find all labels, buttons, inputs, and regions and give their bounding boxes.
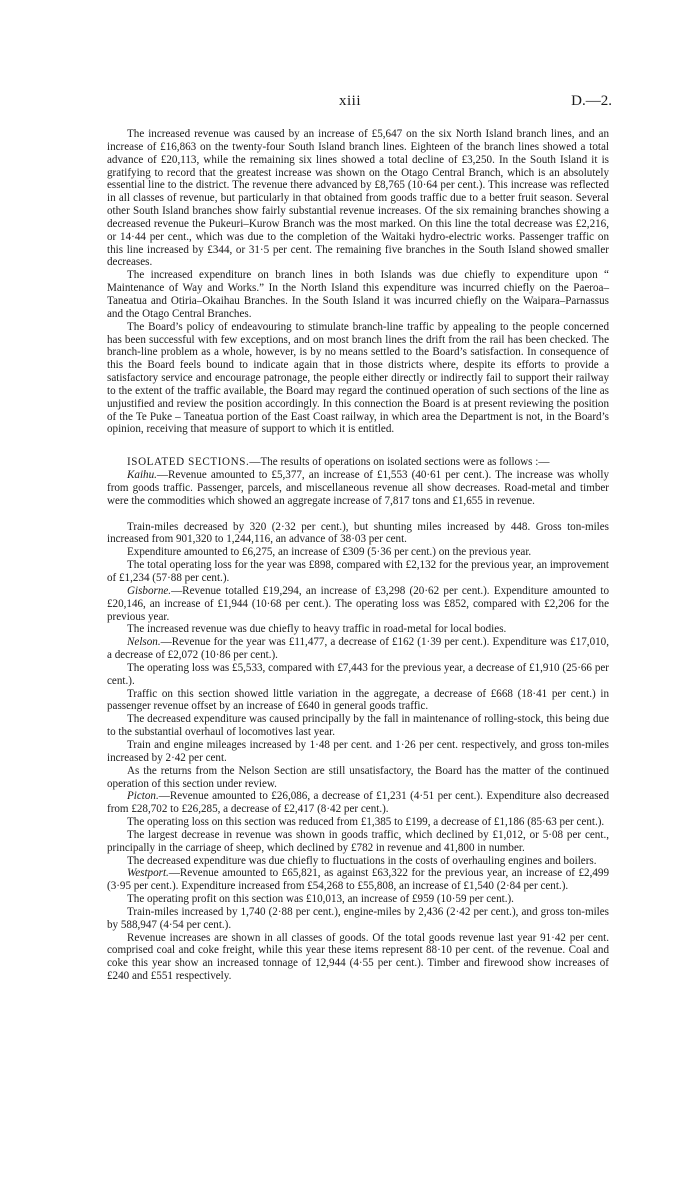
picton-title: Picton. xyxy=(127,790,159,803)
westport-text: —Revenue amounted to £65,821, as against £63,322 for the previous year, an increase of £2,499 (3·95 per cent.). Expenditure increased from £54,268 to £55,808, an increase of £1,540 (2·84 per cent.). xyxy=(107,867,609,893)
nelson-text: —Revenue for the year was £11,477, a decrease of £162 (1·39 per cent.). Expenditure was £17,010, a decrease of £2,072 (10·86 per cent.). xyxy=(107,636,609,662)
page-number: xiii xyxy=(338,93,361,109)
branch-paragraph-policy: The Board’s policy of endeavouring to stimulate branch-line traffic by appealing to the people concerned has been successful with few exceptions, and on most branch lines the drift from the rail has been checked. The branch-line problem as a whole, however, is by no means settled to the Board’s satisfaction. In consequence of this the Board feels bound to indicate again that in those districts where, despite its efforts to provide a satisfactory service and encourage patronage, the people either directly or indirectly fail to support their railway to the extent of the traffic available, the Board may regard the continued operation of such sections of the line as unjustified and review the position accordingly. In this connection the Board is at present reviewing the position of the Te Puke – Taneatua portion of the East Coast railway, in which area the Department is not, in the Board’s opinion, receiving that measure of support to which it is entitled. xyxy=(107,320,609,436)
picton-expenditure: The decreased expenditure was due chiefly to fluctuations in the costs of overhauling engines and boilers. xyxy=(127,854,597,867)
kaihu-expenditure: Expenditure amounted to £6,275, an increase of £309 (5·36 per cent.) on the previous year. xyxy=(127,546,532,559)
westport-paragraph xyxy=(107,867,609,893)
document-reference: D.—2. xyxy=(571,93,612,109)
branch-paragraph-revenue: The increased revenue was caused by an increase of £5,647 on the six North Island branch lines, and an increase of £16,863 on the twenty-four South Island branch lines. Eighteen of the branch lines showed a total advance of £20,113, while the remaining six lines showed a total decline of £3,250. In the South Island it is gratifying to record that the greatest increase was shown on the Otago Central Branch, which is an absolutely essential line to the district. The revenue there advanced by £8,765 (10·64 per cent.). This increase was reflected in all classes of revenue, but particularly in that obtained from goods traffic due to a better fruit season. Several other South Island branches show fairly substantial revenue increases. Of the six remaining branches showing a decreased revenue the Pukeuri–Kurow Branch was the most marked. On this line the total decrease was £2,216, or 14·44 per cent., which was due to the completion of the Waitaki hydro-electric works. Passenger traffic on this line increased by £344, or 31·5 per cent. The remaining five branches in the South Island showed smaller decreases. xyxy=(107,128,609,269)
nelson-review: As the returns from the Nelson Section are still unsatisfactory, the Board has the matter of the continued operation of this section under review. xyxy=(107,764,609,790)
kaihu-title: Kaihu. xyxy=(127,469,157,482)
westport-operating-profit: The operating profit on this section was £10,013, an increase of £959 (10·59 per cent.). xyxy=(127,893,514,906)
picton-operating-loss: The operating loss on this section was reduced from £1,385 to £199, a decrease of £1,186 (85·63 per cent.). xyxy=(127,816,605,829)
picton-paragraph xyxy=(107,790,609,816)
section-heading: ISOLATED SECTIONS. xyxy=(127,456,250,469)
kaihu-operating-loss: The total operating loss for the year was £898, compared with £2,132 for the previous year, an improvement of £1,234 (57·88 per cent.). xyxy=(107,559,609,584)
gisborne-paragraph xyxy=(107,585,609,624)
branch-paragraph-expenditure: The increased expenditure on branch lines in both Islands was due chiefly to expenditure upon “ Maintenance of Way and Works.” In the North Island this expenditure was incurred chiefly on the Paeroa–Taneatua and Otiria–Okaihau Branches. In the South Island it was incurred chiefly on the Waipara–Parnassus and the Otago Central Branches. xyxy=(107,269,609,320)
gisborne-title: Gisborne. xyxy=(127,584,172,597)
gisborne-revenue-note: The increased revenue was due chiefly to heavy traffic in road-metal for local bodies. xyxy=(127,623,507,636)
nelson-traffic: Traffic on this section showed little variation in the aggregate, a decrease of £668 (18·41 per cent.) in passenger revenue offset by an increase of £640 in general goods traffic. xyxy=(107,687,609,713)
kaihu-text: —Revenue amounted to £5,377, an increase of £1,553 (40·61 per cent.). The increase was wholly from goods traffic. Passenger, parcels, and miscellaneous revenue all show decreases. Road-metal and timber were the commodities which showed an aggregate increase of 7,817 tons and £1,655 in revenue. xyxy=(107,469,609,507)
isolated-sections-intro xyxy=(107,456,609,469)
section-intro-text: —The results of operations on isolated sections were as follows :— xyxy=(249,456,550,469)
kaihu-paragraph xyxy=(107,469,609,508)
nelson-operating-loss: The operating loss was £5,533, compared with £7,443 for the previous year, a decrease of £1,910 (25·66 per cent.). xyxy=(107,661,609,687)
nelson-title: Nelson. xyxy=(127,636,161,649)
body-text xyxy=(107,128,609,983)
westport-goods: Revenue increases are shown in all classes of goods. Of the total goods revenue last year 91·42 per cent. comprised coal and coke freight, while this year these items represent 88·10 per cent. of the revenue. Coal and coke this year show an increased tonnage of 12,944 (4·55 per cent.). Timber and firewood show increases of £240 and £551 respectively. xyxy=(107,931,609,983)
picton-goods-decrease: The largest decrease in revenue was shown in goods traffic, which declined by £1,012, or 5·08 per cent., principally in the carriage of sheep, which declined by £782 in revenue and 41,800 in number. xyxy=(107,828,609,854)
nelson-paragraph xyxy=(107,636,609,662)
page-header xyxy=(0,93,700,113)
gisborne-text: —Revenue totalled £19,294, an increase of £3,298 (20·62 per cent.). Expenditure amounted to £20,146, an increase of £1,944 (10·68 per cent.). The operating loss was £852, compared with £2,206 for the previous year. xyxy=(107,584,609,623)
nelson-mileages: Train and engine mileages increased by 1·48 per cent. and 1·26 per cent. respectively, and gross ton-miles increased by 2·42 per cent. xyxy=(107,738,609,764)
nelson-expenditure: The decreased expenditure was caused principally by the fall in maintenance of rolling-stock, this being due to the substantial overhaul of locomotives last year. xyxy=(107,713,609,739)
westport-title: Westport. xyxy=(127,867,169,880)
kaihu-train-miles: Train-miles decreased by 320 (2·32 per cent.), but shunting miles increased by 448. Gross ton-miles increased from 901,320 to 1,244,116, an advance of 38·03 per cent. xyxy=(107,520,609,546)
picton-text: —Revenue amounted to £26,086, a decrease of £1,231 (4·51 per cent.). Expenditure also decreased from £28,702 to £26,285, a decrease of £2,417 (8·42 per cent.). xyxy=(107,790,609,816)
westport-mileage: Train-miles increased by 1,740 (2·88 per cent.), engine-miles by 2,436 (2·42 per cent.), and gross ton-miles by 588,947 (4·54 per cent.). xyxy=(107,905,609,931)
